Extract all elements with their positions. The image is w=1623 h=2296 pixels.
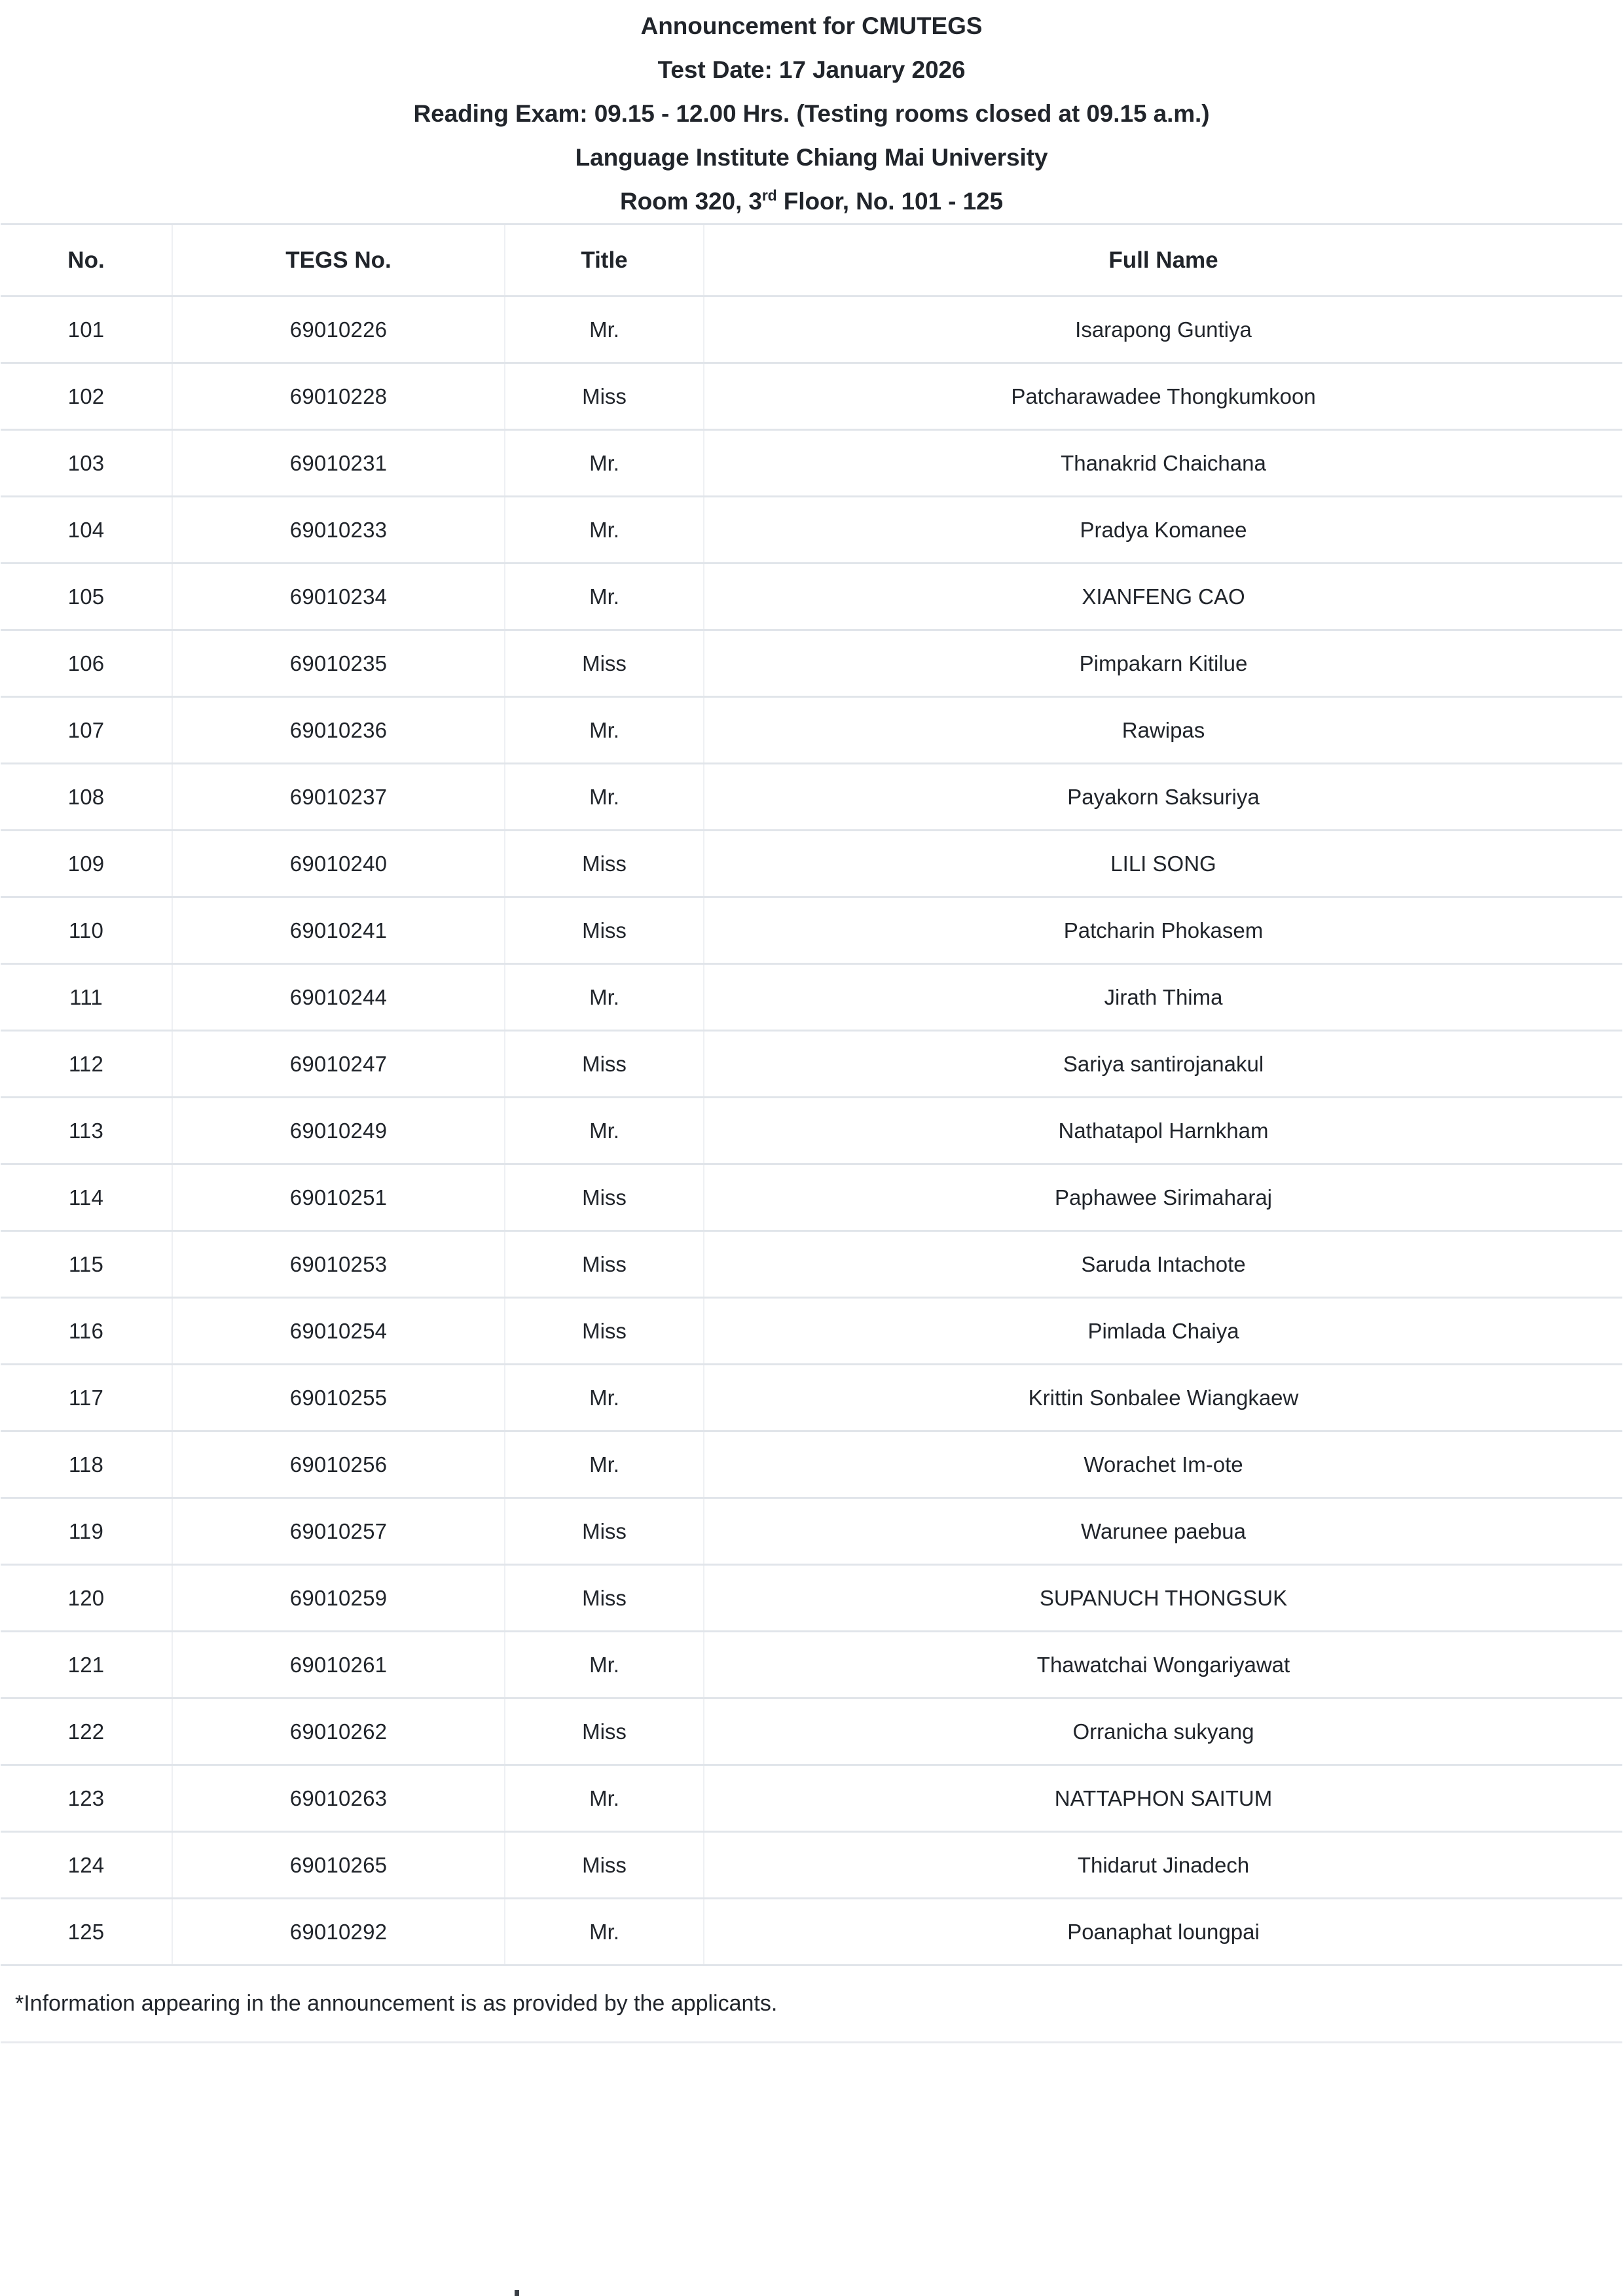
cell-tegs-no: 69010247 — [172, 1031, 505, 1098]
cell-tegs-no: 69010241 — [172, 897, 505, 964]
table-row — [1, 964, 1622, 1031]
cell-tegs-no: 69010263 — [172, 1765, 505, 1832]
table-row — [1, 764, 1622, 831]
cell-full-name: Paphawee Sirimaharaj — [704, 1164, 1622, 1231]
table-row — [1, 1431, 1622, 1498]
cell-tegs-no: 69010255 — [172, 1365, 505, 1431]
cell-no: 125 — [1, 1899, 172, 1965]
table-row — [1, 1498, 1622, 1565]
cell-no: 114 — [1, 1164, 172, 1231]
cell-full-name: Saruda Intachote — [704, 1231, 1622, 1298]
cell-no: 118 — [1, 1431, 172, 1498]
cell-no: 123 — [1, 1765, 172, 1832]
clipped-text-fragment — [515, 2290, 519, 2296]
cell-full-name: Payakorn Saksuriya — [704, 764, 1622, 831]
cell-tegs-no: 69010236 — [172, 697, 505, 764]
cell-title: Miss — [505, 831, 704, 897]
cell-no: 112 — [1, 1031, 172, 1098]
cell-title: Miss — [505, 1231, 704, 1298]
cell-title: Miss — [505, 1498, 704, 1565]
cell-title: Mr. — [505, 764, 704, 831]
candidate-roster-table — [1, 223, 1622, 2043]
cell-no: 121 — [1, 1632, 172, 1698]
cell-tegs-no: 69010292 — [172, 1899, 505, 1965]
cell-title: Miss — [505, 1832, 704, 1899]
cell-tegs-no: 69010249 — [172, 1098, 505, 1164]
cell-title: Mr. — [505, 564, 704, 630]
cell-tegs-no: 69010261 — [172, 1632, 505, 1698]
cell-no: 107 — [1, 697, 172, 764]
cell-tegs-no: 69010256 — [172, 1431, 505, 1498]
cell-no: 101 — [1, 296, 172, 363]
cell-title: Miss — [505, 1298, 704, 1365]
table-row — [1, 430, 1622, 497]
cell-full-name: Orranicha sukyang — [704, 1698, 1622, 1765]
table-row — [1, 630, 1622, 697]
cell-no: 108 — [1, 764, 172, 831]
cell-title: Miss — [505, 1565, 704, 1632]
column-header-tegs: TEGS No. — [172, 224, 505, 296]
cell-tegs-no: 69010240 — [172, 831, 505, 897]
cell-full-name: Jirath Thima — [704, 964, 1622, 1031]
table-row — [1, 1098, 1622, 1164]
cell-tegs-no: 69010226 — [172, 296, 505, 363]
footnote-row — [1, 1965, 1622, 2043]
table-body — [1, 296, 1622, 1965]
cell-title: Mr. — [505, 1899, 704, 1965]
cell-full-name: Nathatapol Harnkham — [704, 1098, 1622, 1164]
cell-title: Mr. — [505, 430, 704, 497]
table-row — [1, 1832, 1622, 1899]
cell-full-name: LILI SONG — [704, 831, 1622, 897]
table-row — [1, 564, 1622, 630]
table-footer — [1, 1965, 1622, 2043]
cell-tegs-no: 69010235 — [172, 630, 505, 697]
room-text-before: Room 320, 3 — [619, 188, 762, 215]
header-line-room — [0, 179, 1623, 223]
column-header-name: Full Name — [704, 224, 1622, 296]
document-header — [0, 0, 1623, 223]
cell-full-name: SUPANUCH THONGSUK — [704, 1565, 1622, 1632]
cell-full-name: Thawatchai Wongariyawat — [704, 1632, 1622, 1698]
cell-tegs-no: 69010234 — [172, 564, 505, 630]
cell-tegs-no: 69010251 — [172, 1164, 505, 1231]
cell-full-name: Isarapong Guntiya — [704, 296, 1622, 363]
cell-tegs-no: 69010237 — [172, 764, 505, 831]
cell-title: Miss — [505, 630, 704, 697]
cell-tegs-no: 69010253 — [172, 1231, 505, 1298]
table-row — [1, 1365, 1622, 1431]
cell-title: Mr. — [505, 1765, 704, 1832]
cell-full-name: Patcharawadee Thongkumkoon — [704, 363, 1622, 430]
cell-title: Mr. — [505, 1098, 704, 1164]
cell-title: Miss — [505, 1164, 704, 1231]
table-row — [1, 697, 1622, 764]
cell-tegs-no: 69010257 — [172, 1498, 505, 1565]
table-row — [1, 1698, 1622, 1765]
cell-full-name: XIANFENG CAO — [704, 564, 1622, 630]
cell-no: 110 — [1, 897, 172, 964]
table-row — [1, 831, 1622, 897]
cell-title: Mr. — [505, 1365, 704, 1431]
cell-full-name: Poanaphat loungpai — [704, 1899, 1622, 1965]
table-row — [1, 1632, 1622, 1698]
cell-title: Mr. — [505, 964, 704, 1031]
cell-full-name: Warunee paebua — [704, 1498, 1622, 1565]
cell-no: 115 — [1, 1231, 172, 1298]
cell-full-name: Pimlada Chaiya — [704, 1298, 1622, 1365]
cell-tegs-no: 69010228 — [172, 363, 505, 430]
cell-title: Mr. — [505, 296, 704, 363]
table-row — [1, 1231, 1622, 1298]
table-row — [1, 1899, 1622, 1965]
cell-no: 117 — [1, 1365, 172, 1431]
room-text-after: Floor, No. 101 - 125 — [776, 188, 1004, 215]
table-row — [1, 897, 1622, 964]
column-header-no: No. — [1, 224, 172, 296]
cell-tegs-no: 69010231 — [172, 430, 505, 497]
cell-tegs-no: 69010259 — [172, 1565, 505, 1632]
header-line-exam-time: Reading Exam: 09.15 - 12.00 Hrs. (Testing rooms closed at 09.15 a.m.) — [413, 100, 1210, 127]
table-row — [1, 1765, 1622, 1832]
cell-no: 111 — [1, 964, 172, 1031]
cell-no: 124 — [1, 1832, 172, 1899]
table-row — [1, 497, 1622, 564]
cell-title: Mr. — [505, 497, 704, 564]
table-row — [1, 363, 1622, 430]
cell-title: Miss — [505, 1031, 704, 1098]
table-row — [1, 1565, 1622, 1632]
cell-full-name: Krittin Sonbalee Wiangkaew — [704, 1365, 1622, 1431]
header-line-title: Announcement for CMUTEGS — [640, 12, 983, 39]
cell-full-name: Thidarut Jinadech — [704, 1832, 1622, 1899]
cell-full-name: Sariya santirojanakul — [704, 1031, 1622, 1098]
cell-no: 102 — [1, 363, 172, 430]
cell-tegs-no: 69010262 — [172, 1698, 505, 1765]
cell-full-name: Thanakrid Chaichana — [704, 430, 1622, 497]
cell-title: Mr. — [505, 1632, 704, 1698]
cell-no: 120 — [1, 1565, 172, 1632]
footnote-text: *Information appearing in the announcement is as provided by the applicants. — [1, 1965, 1622, 2043]
cell-title: Miss — [505, 363, 704, 430]
cell-no: 103 — [1, 430, 172, 497]
cell-full-name: Pradya Komanee — [704, 497, 1622, 564]
header-line-institute: Language Institute Chiang Mai University — [575, 144, 1048, 171]
table-row — [1, 1164, 1622, 1231]
cell-no: 109 — [1, 831, 172, 897]
cell-no: 122 — [1, 1698, 172, 1765]
cell-title: Miss — [505, 897, 704, 964]
cell-no: 116 — [1, 1298, 172, 1365]
cell-no: 104 — [1, 497, 172, 564]
table-row — [1, 1031, 1622, 1098]
column-header-title: Title — [505, 224, 704, 296]
header-line-test-date: Test Date: 17 January 2026 — [657, 56, 966, 83]
cell-title: Mr. — [505, 1431, 704, 1498]
cell-full-name: NATTAPHON SAITUM — [704, 1765, 1622, 1832]
table-header — [1, 224, 1622, 296]
cell-tegs-no: 69010233 — [172, 497, 505, 564]
table-row — [1, 1298, 1622, 1365]
cell-no: 105 — [1, 564, 172, 630]
cell-full-name: Patcharin Phokasem — [704, 897, 1622, 964]
ordinal-suffix: rd — [761, 187, 777, 204]
cell-title: Mr. — [505, 697, 704, 764]
table-header-row — [1, 224, 1622, 296]
cell-full-name: Pimpakarn Kitilue — [704, 630, 1622, 697]
cell-tegs-no: 69010254 — [172, 1298, 505, 1365]
cell-tegs-no: 69010265 — [172, 1832, 505, 1899]
cell-tegs-no: 69010244 — [172, 964, 505, 1031]
cell-full-name: Rawipas — [704, 697, 1622, 764]
cell-title: Miss — [505, 1698, 704, 1765]
cell-no: 113 — [1, 1098, 172, 1164]
cell-no: 119 — [1, 1498, 172, 1565]
cell-no: 106 — [1, 630, 172, 697]
table-row — [1, 296, 1622, 363]
cell-full-name: Worachet Im-ote — [704, 1431, 1622, 1498]
